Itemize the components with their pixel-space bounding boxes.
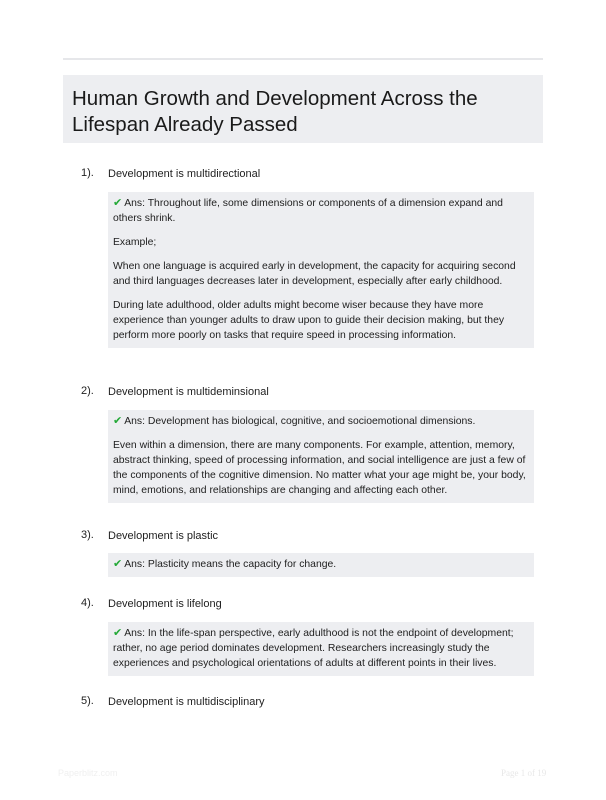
checkmark-icon: ✔: [113, 558, 123, 570]
checkmark-icon: ✔: [113, 197, 123, 209]
answer-text: Ans: Throughout life, some dimensions or components of a dimension expand and others shrink.: [113, 198, 503, 224]
question-text: Development is multidirectional: [108, 168, 261, 180]
answer-paragraph: When one language is acquired early in development, the capacity for acquiring second and third languages decreases later in development, especially after early childhood.: [113, 261, 516, 287]
top-divider: [63, 58, 543, 60]
answer-text: Ans: Development has biological, cognitive, and socioemotional dimensions.: [124, 416, 476, 427]
checkmark-icon: ✔: [113, 627, 123, 639]
question-number: 3).: [81, 529, 94, 541]
page-indicator: Page 1 of 19: [501, 768, 547, 778]
answer-box: [108, 192, 534, 348]
question-number: 1).: [81, 167, 94, 179]
answer-text: Ans: In the life-span perspective, early adulthood is not the endpoint of development; rather, no age period dominates development. Researchers increasingly study the experiences and psychological orientations of adults at different points in their lives.: [113, 628, 514, 669]
answer-paragraph: Even within a dimension, there are many components. For example, attention, memory, abstract thinking, speed of processing information, and social intelligence are just a few of the components of the cognitive dimension. No matter what your age might be, your body, mind, emotions, and relationships are changing and affecting each other.: [113, 440, 526, 496]
answer-paragraph: Example;: [113, 237, 157, 248]
question-text: Development is lifelong: [108, 598, 222, 610]
answer-box: [108, 622, 534, 676]
title-banner: [63, 75, 543, 143]
checkmark-icon: ✔: [113, 415, 123, 427]
answer-paragraph: During late adulthood, older adults might become wiser because they have more experience than younger adults to draw upon to guide their decision making, but they perform more poorly on tasks that require speed in processing information.: [113, 300, 505, 341]
question-text: Development is plastic: [108, 530, 219, 542]
answer-text: Ans: Plasticity means the capacity for change.: [124, 559, 337, 570]
page-title: Human Growth and Development Across the Lifespan Already Passed: [72, 87, 478, 136]
question-text: Development is multidisciplinary: [108, 696, 265, 708]
question-number: 4).: [81, 597, 94, 609]
footer-watermark: Paperblitz.com: [58, 768, 118, 778]
answer-box: [108, 410, 534, 503]
question-number: 5).: [81, 695, 94, 707]
question-number: 2).: [81, 385, 94, 397]
answer-box: [108, 553, 534, 577]
question-text: Development is multideminsional: [108, 386, 269, 398]
